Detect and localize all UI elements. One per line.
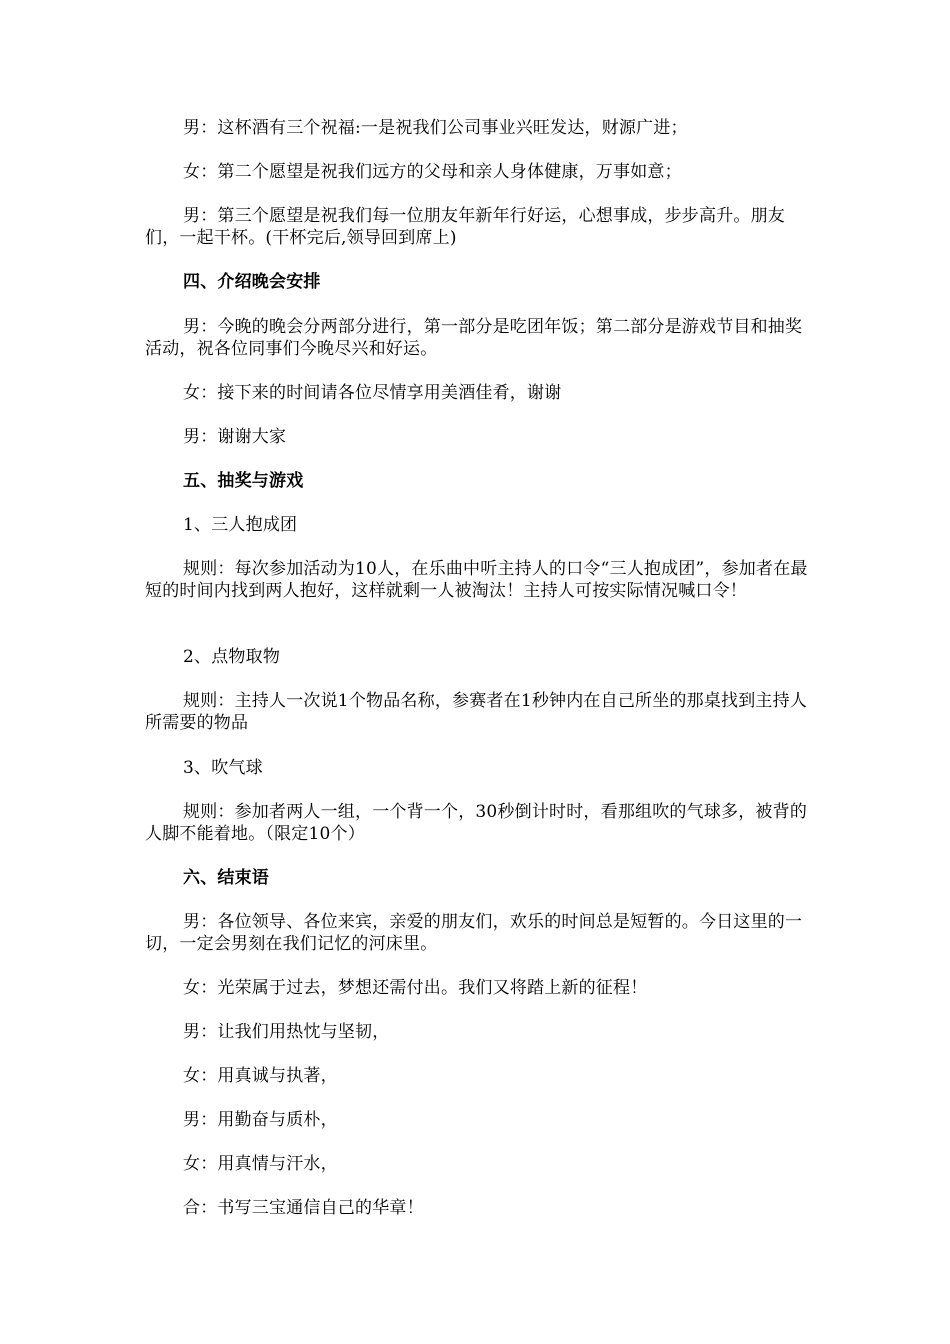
- closing-paragraph-3: 男：让我们用热忱与坚韧，: [183, 1022, 390, 1042]
- toast-line-3: 男：第三个愿望是祝我们每一位朋友年新年行好运，心想事成，步步高升。朋友们，一起干杯。(干杯完后,领导回到席上): [145, 206, 785, 248]
- toast-line-1: 男：这杯酒有三个祝福:一是祝我们公司事业兴旺发达，财源广进；: [183, 118, 688, 138]
- game-2-title: 2、点物取物: [183, 647, 281, 667]
- game-3-rules: 规则：参加者两人一组，一个背一个，30秒倒计时时，看那组吹的气球多，被背的人脚不能着地。（限定10个）: [145, 802, 808, 844]
- closing-paragraph-7: 合：书写三宝通信自己的华章！: [183, 1198, 424, 1218]
- game-1-rules: 规则：每次参加活动为10人，在乐曲中听主持人的口令“三人抱成团”，参加者在最短的时间内找到两人抱好，这样就剩一人被淘汰！主持人可按实际情况喊口令！: [145, 559, 808, 601]
- closing-paragraph-2: 女：光荣属于过去，梦想还需付出。我们又将踏上新的征程！: [183, 978, 648, 998]
- toast-line-2: 女：第二个愿望是祝我们远方的父母和亲人身体健康，万事如意；: [183, 162, 682, 182]
- enjoy-paragraph: 女：接下来的时间请各位尽情享用美酒佳肴，谢谢: [183, 383, 562, 403]
- section-heading-arrangement: 四、介绍晚会安排: [183, 272, 321, 292]
- closing-paragraph-6: 女：用真情与汗水，: [183, 1154, 338, 1174]
- game-2-rules: 规则：主持人一次说1个物品名称，参赛者在1秒钟内在自己所坐的那桌找到主持人所需要的物品: [145, 691, 808, 733]
- arrangement-paragraph: 男：今晚的晚会分两部分进行，第一部分是吃团年饭；第二部分是游戏节目和抽奖活动，祝各位同事们今晚尽兴和好运。: [145, 317, 803, 359]
- game-1-title: 1、三人抱成团: [183, 515, 298, 535]
- closing-paragraph-1: 男：各位领导、各位来宾，亲爱的朋友们，欢乐的时间总是短暂的。今日这里的一切，一定会男刻在我们记忆的河床里。: [145, 912, 803, 954]
- section-heading-games: 五、抽奖与游戏: [183, 471, 304, 491]
- thanks-paragraph: 男：谢谢大家: [183, 427, 287, 447]
- section-heading-closing: 六、结束语: [183, 868, 269, 888]
- closing-paragraph-5: 男：用勤奋与质朴，: [183, 1110, 338, 1130]
- game-3-title: 3、吹气球: [183, 758, 263, 778]
- closing-paragraph-4: 女：用真诚与执著，: [183, 1066, 338, 1086]
